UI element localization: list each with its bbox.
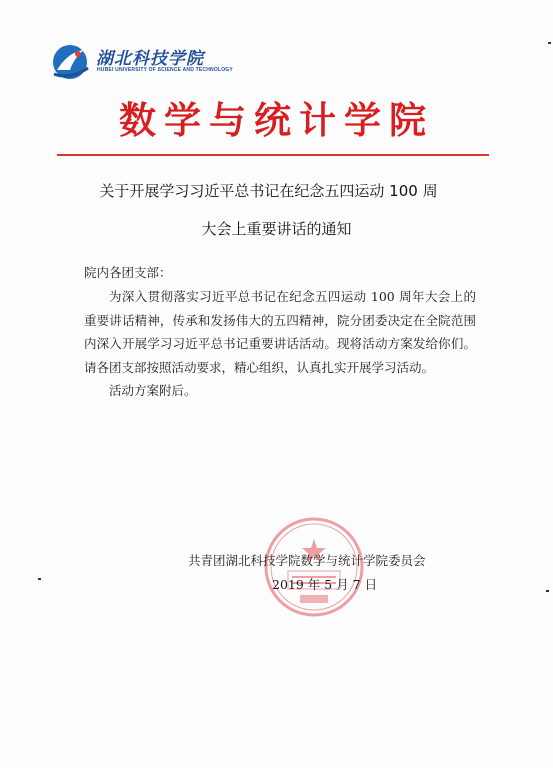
scan-speck bbox=[548, 42, 551, 44]
signature-organization: 共青团湖北科技学院数学与统计学院委员会 bbox=[188, 553, 426, 568]
notice-title-line-1: 关于开展学习习近平总书记在纪念五四运动 100 周 bbox=[99, 182, 438, 200]
body-paragraph: 为深入贯彻落实习近平总书记在纪念五四运动 100 周年大会上的重要讲话精神，传承和发扬伟大的五四精神，院分团委决定在全院范围内深入开展学习习近平总书记重要讲话活动。现将活动方案发给你们。请各团支部按照活动要求，精心组织，认真扎实开展学习活动。 bbox=[84, 289, 476, 375]
scan-speck bbox=[38, 578, 41, 580]
department-header: 数学与统计学院 bbox=[119, 98, 434, 142]
salutation: 院内各团支部： bbox=[84, 265, 172, 280]
university-emblem-icon bbox=[48, 40, 92, 84]
notice-title-line-2: 大会上重要讲话的通知 bbox=[201, 220, 352, 238]
notice-body bbox=[84, 285, 476, 403]
university-name-en: HUBEI UNIVERSITY OF SCIENCE AND TECHNOLOGY bbox=[97, 67, 233, 73]
scan-speck bbox=[546, 590, 549, 592]
body-paragraph: 活动方案附后。 bbox=[109, 383, 197, 398]
header-divider bbox=[57, 154, 489, 156]
signature-date: 2019 年 5 月 7 日 bbox=[272, 577, 378, 592]
university-name-cn: 湖北科技学院 bbox=[96, 49, 204, 69]
university-logo bbox=[48, 40, 233, 84]
